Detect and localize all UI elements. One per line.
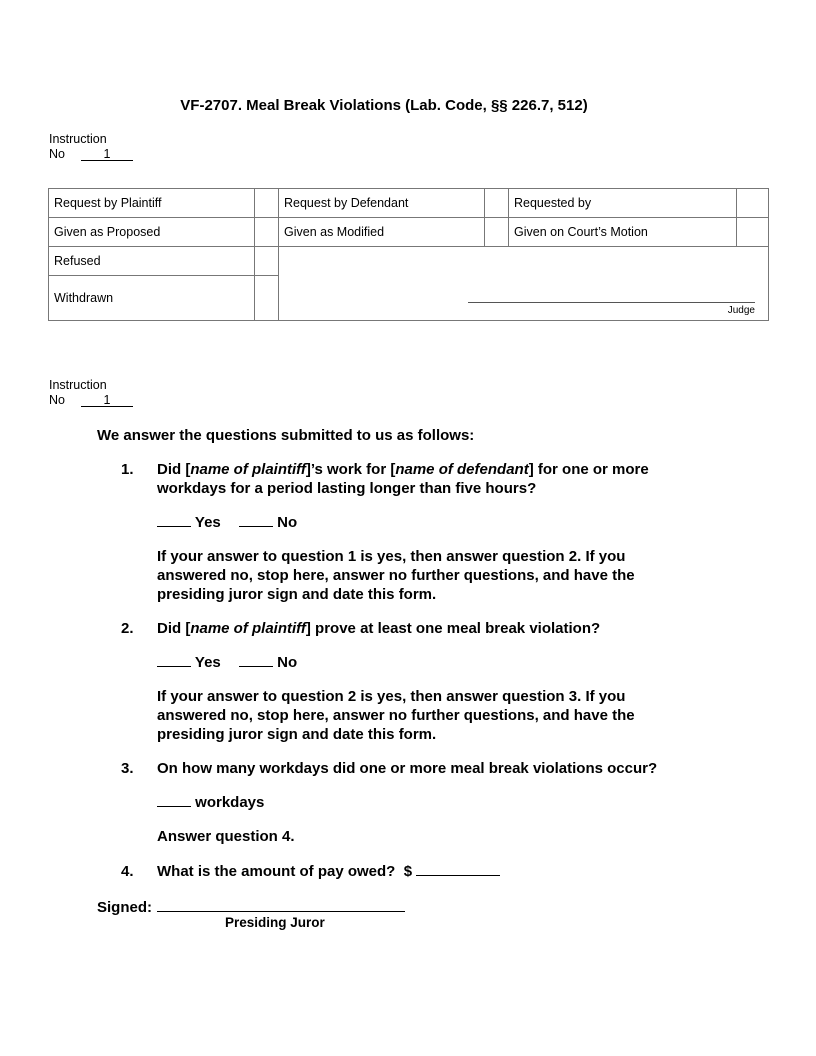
requested-by-label: Requested by bbox=[509, 189, 737, 218]
q1-no-label: No bbox=[277, 514, 298, 531]
intro-text: We answer the questions submitted to us as follows: bbox=[97, 427, 475, 444]
q2-yes-blank[interactable] bbox=[157, 654, 191, 667]
presiding-juror-signature-line[interactable] bbox=[157, 897, 405, 912]
given-as-proposed-label: Given as Proposed bbox=[49, 218, 255, 247]
presiding-juror-label: Presiding Juror bbox=[225, 915, 325, 930]
q1-plaintiff-placeholder: name of plaintiff bbox=[190, 461, 306, 478]
q1-no-blank[interactable] bbox=[239, 514, 273, 527]
question-3-answer bbox=[157, 793, 264, 812]
q1-mid: ]’s work for [ bbox=[305, 461, 396, 478]
question-1-number: 1. bbox=[121, 461, 134, 478]
judge-signature-cell bbox=[279, 247, 769, 321]
q4-question: What is the amount of pay owed? bbox=[157, 863, 396, 880]
q2-no-label: No bbox=[277, 654, 298, 671]
page-title: VF-2707. Meal Break Violations (Lab. Code, §§ 226.7, 512) bbox=[180, 97, 588, 114]
q1-post: ] for one or more workdays for a period lasting longer than five hours? bbox=[157, 461, 649, 497]
workdays-blank[interactable] bbox=[157, 794, 191, 807]
question-1-text bbox=[157, 460, 697, 498]
after-question-2-instruction: If your answer to question 2 is yes, then answer question 3. If you answered no, stop here, answer no further questions, and have the presiding juror sign and date this form. bbox=[157, 688, 635, 743]
request-by-defendant-checkbox[interactable] bbox=[485, 189, 509, 218]
q1-yes-blank[interactable] bbox=[157, 514, 191, 527]
q2-no-blank[interactable] bbox=[239, 654, 273, 667]
given-on-courts-motion-checkbox[interactable] bbox=[737, 218, 769, 247]
q2-pre: Did [ bbox=[157, 620, 191, 637]
given-as-modified-label: Given as Modified bbox=[279, 218, 485, 247]
question-1-answer bbox=[157, 513, 297, 532]
request-by-defendant-label: Request by Defendant bbox=[279, 189, 485, 218]
request-by-plaintiff-label: Request by Plaintiff bbox=[49, 189, 255, 218]
workdays-label: workdays bbox=[195, 794, 265, 811]
instruction-block-top bbox=[49, 132, 133, 162]
q2-post: ] prove at least one meal break violation? bbox=[305, 620, 601, 637]
instruction-no-label: No bbox=[49, 147, 65, 161]
instruction-no-value: 1 bbox=[81, 394, 133, 407]
q1-yes-label: Yes bbox=[194, 514, 221, 531]
refused-checkbox[interactable] bbox=[255, 247, 279, 276]
instruction-label: Instruction bbox=[49, 132, 107, 146]
q2-yes-label: Yes bbox=[194, 654, 221, 671]
question-4-text bbox=[157, 862, 717, 881]
signed-label: Signed: bbox=[97, 899, 152, 916]
judge-label: Judge bbox=[727, 305, 755, 316]
request-by-plaintiff-checkbox[interactable] bbox=[255, 189, 279, 218]
withdrawn-checkbox[interactable] bbox=[255, 276, 279, 321]
currency-symbol: $ bbox=[403, 863, 413, 880]
question-2-number: 2. bbox=[121, 620, 134, 637]
q1-defendant-placeholder: name of defendant bbox=[395, 461, 529, 478]
q1-pre: Did [ bbox=[157, 461, 191, 478]
given-as-proposed-checkbox[interactable] bbox=[255, 218, 279, 247]
instruction-no-label: No bbox=[49, 393, 65, 407]
judge-signature-line[interactable] bbox=[468, 302, 755, 303]
after-question-1-instruction: If your answer to question 1 is yes, then answer question 2. If you answered no, stop here, answer no further questions, and have the presiding juror sign and date this form. bbox=[157, 548, 635, 603]
instruction-block-bottom bbox=[49, 378, 133, 408]
instruction-label: Instruction bbox=[49, 378, 107, 392]
amount-owed-blank[interactable] bbox=[416, 863, 500, 876]
question-4-number: 4. bbox=[121, 863, 134, 880]
refused-label: Refused bbox=[49, 247, 255, 276]
given-on-courts-motion-label: Given on Court’s Motion bbox=[509, 218, 737, 247]
given-as-modified-checkbox[interactable] bbox=[485, 218, 509, 247]
question-2-text bbox=[157, 619, 717, 638]
request-table bbox=[48, 188, 769, 321]
answer-question-4-instruction: Answer question 4. bbox=[157, 828, 295, 845]
withdrawn-label: Withdrawn bbox=[49, 276, 255, 321]
question-2-answer bbox=[157, 653, 297, 672]
question-3-text: On how many workdays did one or more meal break violations occur? bbox=[157, 760, 658, 777]
q2-plaintiff-placeholder: name of plaintiff bbox=[190, 620, 306, 637]
question-3-number: 3. bbox=[121, 760, 134, 777]
signature-line-row bbox=[97, 897, 405, 917]
requested-by-checkbox[interactable] bbox=[737, 189, 769, 218]
instruction-no-value: 1 bbox=[81, 148, 133, 161]
